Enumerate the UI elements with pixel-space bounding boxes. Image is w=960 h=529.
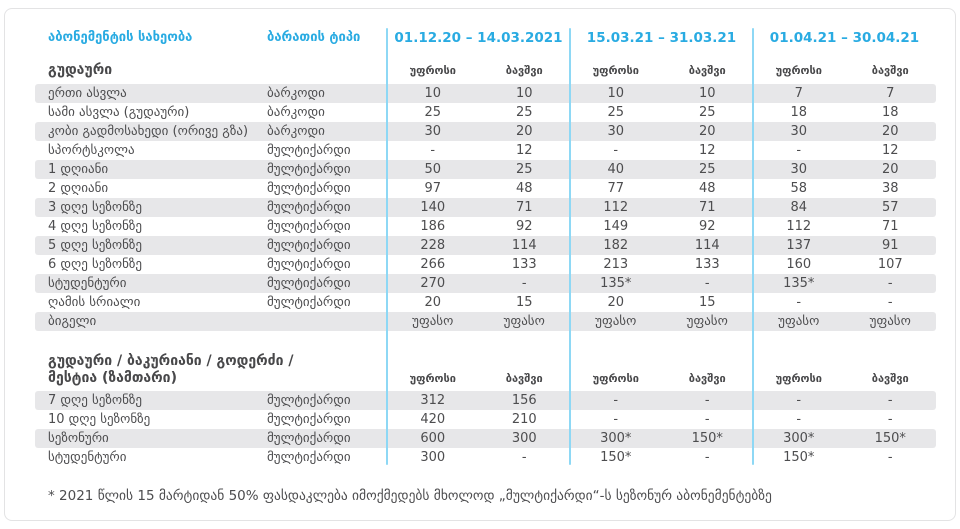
card-type-cell: მულტიქარდი — [267, 431, 351, 446]
row-label: სტუდენტური — [48, 276, 127, 291]
divider-line — [386, 28, 388, 465]
price-cell: 270 — [420, 276, 446, 291]
section-gap — [35, 331, 936, 345]
price-cell: 137 — [786, 238, 812, 253]
price-cell: 266 — [420, 257, 446, 272]
row-label: 5 დღე სეზონზე — [48, 238, 143, 253]
price-cell: 10 — [698, 86, 716, 101]
price-cell: 213 — [603, 257, 629, 272]
card-type-header: ბარათის ტიპი — [267, 30, 361, 45]
card-type-cell: მულტიქარდი — [267, 162, 351, 177]
table-row — [35, 179, 936, 198]
price-cell: 228 — [420, 238, 446, 253]
adult-label: უფროსი — [409, 372, 456, 385]
price-cell: 10 — [424, 86, 442, 101]
price-cell: - — [796, 295, 802, 310]
row-label: 1 დღიანი — [48, 162, 109, 177]
price-cell: - — [887, 393, 893, 408]
adult-label: უფროსი — [592, 63, 639, 77]
period-header-2: 15.03.21 – 31.03.21 — [586, 30, 737, 46]
table-row — [35, 312, 936, 331]
price-cell: 20 — [881, 124, 899, 139]
price-cell: 97 — [424, 181, 442, 196]
card-type-cell: მულტიქარდი — [267, 295, 351, 310]
price-cell: 25 — [607, 105, 625, 120]
price-cell: 210 — [511, 412, 537, 427]
price-cell: 18 — [881, 105, 899, 120]
price-cell: უფასო — [503, 314, 545, 329]
price-cell: უფასო — [869, 314, 911, 329]
price-cell: 7 — [886, 86, 895, 101]
price-cell: 92 — [698, 219, 716, 234]
row-label: სამი ასვლა (გუდაური) — [48, 105, 190, 120]
price-cell: 15 — [698, 295, 716, 310]
price-cell: 150* — [600, 450, 632, 465]
table-row — [35, 410, 936, 429]
price-cell: 135* — [783, 276, 815, 291]
section2-header-row — [35, 345, 936, 391]
price-cell: უფასო — [778, 314, 820, 329]
row-label: სტუდენტური — [48, 450, 127, 465]
adult-label: უფროსი — [592, 372, 639, 385]
card-type-cell: მულტიქარდი — [267, 238, 351, 253]
price-cell: - — [796, 393, 802, 408]
row-label: სეზონური — [48, 431, 109, 446]
price-cell: 420 — [420, 412, 446, 427]
price-cell: 20 — [515, 124, 533, 139]
price-cell: 186 — [420, 219, 446, 234]
price-cell: 92 — [515, 219, 533, 234]
price-cell: 25 — [515, 162, 533, 177]
price-cell: 182 — [603, 238, 629, 253]
price-cell: - — [521, 276, 527, 291]
card-type-cell: მულტიქარდი — [267, 143, 351, 158]
table-row — [35, 293, 936, 312]
row-label: 2 დღიანი — [48, 181, 109, 196]
price-cell: - — [887, 450, 893, 465]
price-cell: - — [613, 393, 619, 408]
price-cell: - — [521, 450, 527, 465]
adult-label: უფროსი — [409, 63, 456, 77]
price-cell: 50 — [424, 162, 442, 177]
table-row — [35, 274, 936, 293]
row-label: 10 დღე სეზონზე — [48, 412, 151, 427]
price-cell: 40 — [607, 162, 625, 177]
price-cell: 10 — [607, 86, 625, 101]
price-cell: 71 — [881, 219, 899, 234]
table-row — [35, 448, 936, 467]
price-cell: 84 — [790, 200, 808, 215]
price-cell: 91 — [881, 238, 899, 253]
price-cell: - — [704, 276, 710, 291]
price-cell: - — [704, 393, 710, 408]
row-label: კობი გადმოსახედი (ორივე გზა) — [48, 124, 249, 139]
table-row — [35, 198, 936, 217]
card-type-cell: ბარკოდი — [267, 105, 325, 120]
section-title-line2: მესტია (ზამთარი) — [48, 370, 177, 386]
price-cell: 150* — [874, 431, 906, 446]
card-type-cell: მულტიქარდი — [267, 276, 351, 291]
price-cell: 58 — [790, 181, 808, 196]
price-cell: 112 — [603, 200, 629, 215]
price-cell: 140 — [420, 200, 446, 215]
adult-label: უფროსი — [775, 372, 822, 385]
price-cell: 114 — [694, 238, 720, 253]
price-cell: 20 — [607, 295, 625, 310]
card-type-cell: მულტიქარდი — [267, 181, 351, 196]
price-cell: 20 — [881, 162, 899, 177]
card-type-cell: მულტიქარდი — [267, 393, 351, 408]
price-cell: 30 — [424, 124, 442, 139]
price-cell: 77 — [607, 181, 625, 196]
footnote: * 2021 წლის 15 მარტიდან 50% ფასდაკლება იმოქმედებს მხოლოდ „მულტიქარდი“-ს სეზონურ აბონემენტებზე — [48, 488, 772, 504]
price-cell: 71 — [515, 200, 533, 215]
card-type-cell: ბარკოდი — [267, 86, 325, 101]
price-cell: 114 — [511, 238, 537, 253]
price-cell: 38 — [881, 181, 899, 196]
price-cell: - — [704, 450, 710, 465]
price-cell: - — [613, 143, 619, 158]
price-cell: - — [613, 412, 619, 427]
child-label: ბავშვი — [688, 372, 726, 385]
price-cell: - — [430, 143, 436, 158]
price-cell: 12 — [881, 143, 899, 158]
price-cell: - — [887, 412, 893, 427]
table-row — [35, 160, 936, 179]
price-cell: 156 — [511, 393, 537, 408]
price-cell: 600 — [420, 431, 446, 446]
price-cell: 300* — [783, 431, 815, 446]
price-cell: 10 — [515, 86, 533, 101]
section-title-gudauri: გუდაური — [48, 61, 113, 78]
price-cell: 71 — [698, 200, 716, 215]
section-title-multi-resort — [35, 353, 387, 387]
price-cell: - — [887, 276, 893, 291]
price-cell: 25 — [698, 162, 716, 177]
child-label: ბავშვი — [871, 63, 909, 77]
price-cell: 20 — [698, 124, 716, 139]
price-cell: 57 — [881, 200, 899, 215]
divider-line — [752, 28, 754, 465]
price-cell: - — [887, 295, 893, 310]
row-label: ერთი ასვლა — [48, 86, 127, 101]
price-cell: 149 — [603, 219, 629, 234]
price-cell: 30 — [790, 162, 808, 177]
price-cell: 12 — [698, 143, 716, 158]
period-header-3: 01.04.21 – 30.04.21 — [769, 30, 920, 46]
table-header-row — [35, 30, 936, 56]
period-header-1: 01.12.20 – 14.03.2021 — [394, 30, 563, 46]
row-label: 6 დღე სეზონზე — [48, 257, 143, 272]
price-cell: უფასო — [595, 314, 637, 329]
price-cell: - — [796, 143, 802, 158]
table-row — [35, 122, 936, 141]
row-label: 4 დღე სეზონზე — [48, 219, 143, 234]
price-cell: 15 — [515, 295, 533, 310]
price-cell: 312 — [420, 393, 446, 408]
price-cell: 30 — [607, 124, 625, 139]
price-cell: უფასო — [686, 314, 728, 329]
table-row — [35, 141, 936, 160]
price-cell: 18 — [790, 105, 808, 120]
price-cell: 112 — [786, 219, 812, 234]
table-row — [35, 391, 936, 410]
price-cell: 150* — [783, 450, 815, 465]
table-row — [35, 236, 936, 255]
card-type-cell: მულტიქარდი — [267, 219, 351, 234]
price-cell: 300* — [600, 431, 632, 446]
price-cell: 107 — [877, 257, 903, 272]
row-label: 7 დღე სეზონზე — [48, 393, 143, 408]
price-cell: 300 — [420, 450, 446, 465]
price-cell: 20 — [424, 295, 442, 310]
price-cell: უფასო — [412, 314, 454, 329]
price-cell: 30 — [790, 124, 808, 139]
table-row — [35, 255, 936, 274]
price-cell: 7 — [794, 86, 803, 101]
section-title-line1: გუდაური / ბაკურიანი / გოდერძი / — [48, 353, 294, 369]
card-type-cell: მულტიქარდი — [267, 200, 351, 215]
card-type-cell: მულტიქარდი — [267, 450, 351, 465]
price-cell: - — [704, 412, 710, 427]
price-cell: 25 — [515, 105, 533, 120]
table-row — [35, 217, 936, 236]
child-label: ბავშვი — [505, 372, 543, 385]
child-label: ბავშვი — [871, 372, 909, 385]
child-label: ბავშვი — [688, 63, 726, 77]
row-label: ღამის სრიალი — [48, 295, 141, 310]
section1-header-row — [35, 56, 936, 84]
price-cell: 133 — [694, 257, 720, 272]
price-cell: 25 — [424, 105, 442, 120]
price-table — [35, 30, 936, 467]
subscription-type-header: აბონემენტის სახეობა — [48, 30, 193, 45]
card-type-cell: მულტიქარდი — [267, 257, 351, 272]
price-cell: - — [796, 412, 802, 427]
row-label: ბიგელი — [48, 314, 97, 329]
table-row — [35, 429, 936, 448]
price-cell: 133 — [511, 257, 537, 272]
row-label: 3 დღე სეზონზე — [48, 200, 143, 215]
price-cell: 48 — [515, 181, 533, 196]
table-row — [35, 84, 936, 103]
price-cell: 160 — [786, 257, 812, 272]
price-cell: 135* — [600, 276, 632, 291]
card-type-cell: მულტიქარდი — [267, 412, 351, 427]
price-cell: 300 — [511, 431, 537, 446]
child-label: ბავშვი — [505, 63, 543, 77]
price-cell: 25 — [698, 105, 716, 120]
divider-line — [569, 28, 571, 465]
row-label: სპორტსკოლა — [48, 143, 135, 158]
card-type-cell: ბარკოდი — [267, 124, 325, 139]
price-cell: 48 — [698, 181, 716, 196]
price-cell: 150* — [691, 431, 723, 446]
table-row — [35, 103, 936, 122]
adult-label: უფროსი — [775, 63, 822, 77]
price-cell: 12 — [515, 143, 533, 158]
